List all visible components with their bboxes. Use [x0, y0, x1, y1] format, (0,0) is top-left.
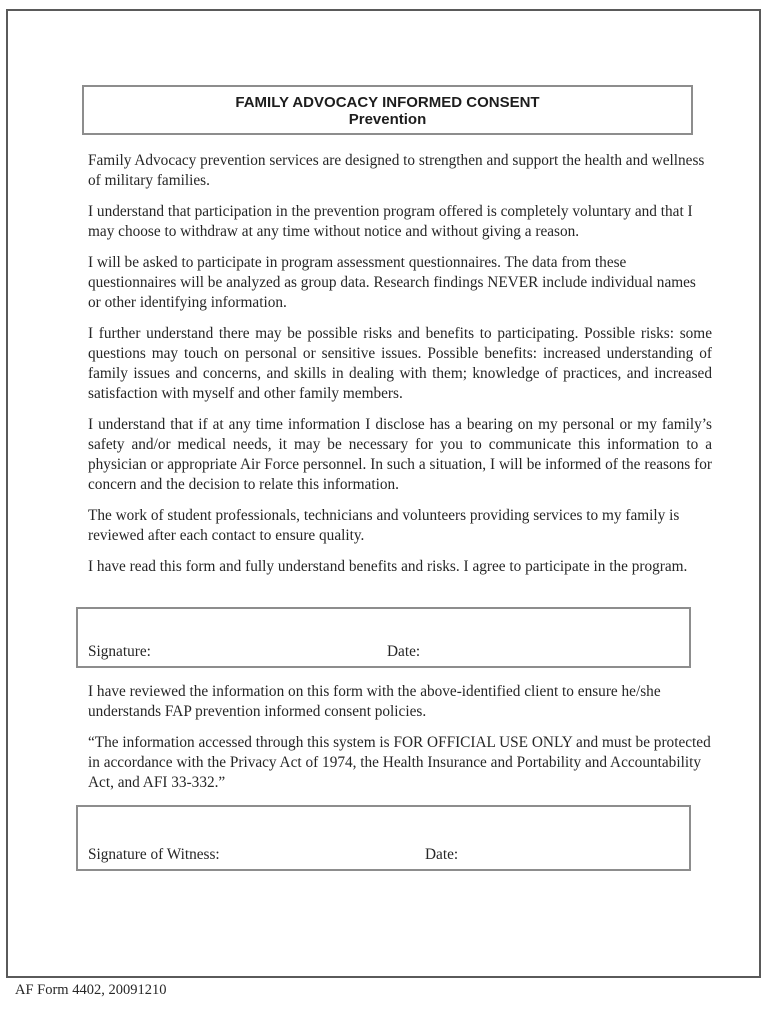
- client-signature-box: [76, 607, 691, 668]
- client-date-field[interactable]: [433, 641, 678, 661]
- fouo-notice-paragraph: “The information accessed through this system is FOR OFFICIAL USE ONLY and must be protected in accordance with the Privacy Act of 1974, the Health Insurance and Portability and Accountability Act, and AFI 33-332.”: [88, 734, 711, 791]
- form-title-box: [82, 85, 693, 135]
- agreement-paragraph: I have read this form and fully understand benefits and risks. I agree to participate in the program.: [88, 558, 688, 575]
- quality-review-paragraph: The work of student professionals, technicians and volunteers providing services to my family is reviewed after each contact to ensure quality.: [88, 507, 680, 544]
- disclosure-paragraph: I understand that if at any time information I disclose has a bearing on my personal or my family’s safety and/or medical needs, it may be necessary for you to communicate this information to a physician or appropriate Air Force personnel. In such a situation, I will be informed of the reasons for concern and the decision to relate this information.: [88, 416, 712, 493]
- witness-text-block: [88, 682, 712, 804]
- form-number: AF Form 4402, 20091210: [15, 982, 167, 998]
- consent-text-block: [88, 151, 712, 588]
- questionnaires-paragraph: I will be asked to participate in program assessment questionnaires. The data from these questionnaires will be analyzed as group data. Research findings NEVER include individual names or other identifying information.: [88, 254, 696, 311]
- voluntary-participation-paragraph: I understand that participation in the prevention program offered is completely voluntary and that I may choose to withdraw at any time without notice and without giving a reason.: [88, 203, 693, 240]
- witness-date-label: Date:: [425, 846, 459, 863]
- client-signature-label: Signature:: [88, 643, 151, 660]
- form-title: FAMILY ADVOCACY INFORMED CONSENT: [235, 94, 540, 111]
- form-subtitle: Prevention: [348, 111, 427, 128]
- client-signature-field[interactable]: [170, 641, 375, 661]
- witness-statement-paragraph: I have reviewed the information on this form with the above-identified client to ensure he/she understands FAP prevention informed consent policies.: [88, 683, 661, 720]
- witness-signature-label: Signature of Witness:: [88, 846, 220, 863]
- client-date-label: Date:: [387, 643, 421, 660]
- witness-signature-field[interactable]: [248, 844, 413, 864]
- risks-benefits-paragraph: I further understand there may be possible risks and benefits to participating. Possible risks: some questions may touch on personal or sensitive issues. Possible benefits: increased understanding of family issues and concerns, and skills in dealing with them; knowledge of practices, and increased satisfaction with myself and other family members.: [88, 325, 712, 402]
- intro-paragraph: Family Advocacy prevention services are designed to strengthen and support the health and wellness of military families.: [88, 152, 705, 189]
- witness-date-field[interactable]: [471, 844, 681, 864]
- witness-signature-box: [76, 805, 691, 871]
